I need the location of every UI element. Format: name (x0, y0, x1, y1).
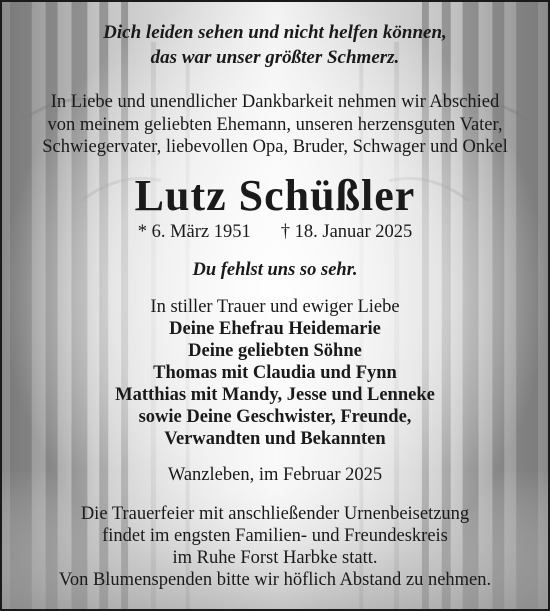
mourner-line: Thomas mit Claudia und Fynn (153, 363, 397, 383)
mourner-line: Deine geliebten Söhne (188, 341, 362, 361)
funeral-line: findet im engsten Familien- und Freundeskreis (102, 526, 448, 546)
farewell-line: Du fehlst uns so sehr. (192, 260, 358, 280)
deceased-name: Lutz Schüßler (134, 171, 416, 220)
mourner-line: Matthias mit Mandy, Jesse und Lenneke (115, 385, 435, 405)
life-dates (2, 222, 548, 243)
funeral-line: im Ruhe Forst Harbke statt. (172, 548, 378, 568)
birth-date: * 6. März 1951 (137, 222, 251, 242)
intro-line-1: In Liebe und unendlicher Dankbarkeit nehmen wir Abschied (50, 92, 500, 112)
quote-line-2: das war unser größter Schmerz. (150, 47, 400, 68)
mourner-line: Deine Ehefrau Heidemarie (169, 319, 381, 339)
funeral-line: Von Blumenspenden bitte wir höflich Abstand zu nehmen. (58, 570, 492, 590)
intro-line-3: Schwiegervater, liebevollen Opa, Bruder, Schwager und Onkel (42, 137, 508, 157)
mourner-line: Verwandten und Bekannten (164, 429, 386, 449)
mourner-line: sowie Deine Geschwister, Freunde, (138, 407, 412, 427)
place-and-date: Wanzleben, im Februar 2025 (167, 465, 383, 485)
death-date: † 18. Januar 2025 (280, 222, 413, 242)
quote-line-1: Dich leiden sehen und nicht helfen können, (103, 22, 447, 43)
intro-line-2: von meinem geliebten Ehemann, unseren herzensguten Vater, (47, 115, 503, 135)
mourning-intro: In stiller Trauer und ewiger Liebe (150, 297, 400, 317)
funeral-line: Die Trauerfeier mit anschließender Urnenbeisetzung (80, 504, 470, 524)
